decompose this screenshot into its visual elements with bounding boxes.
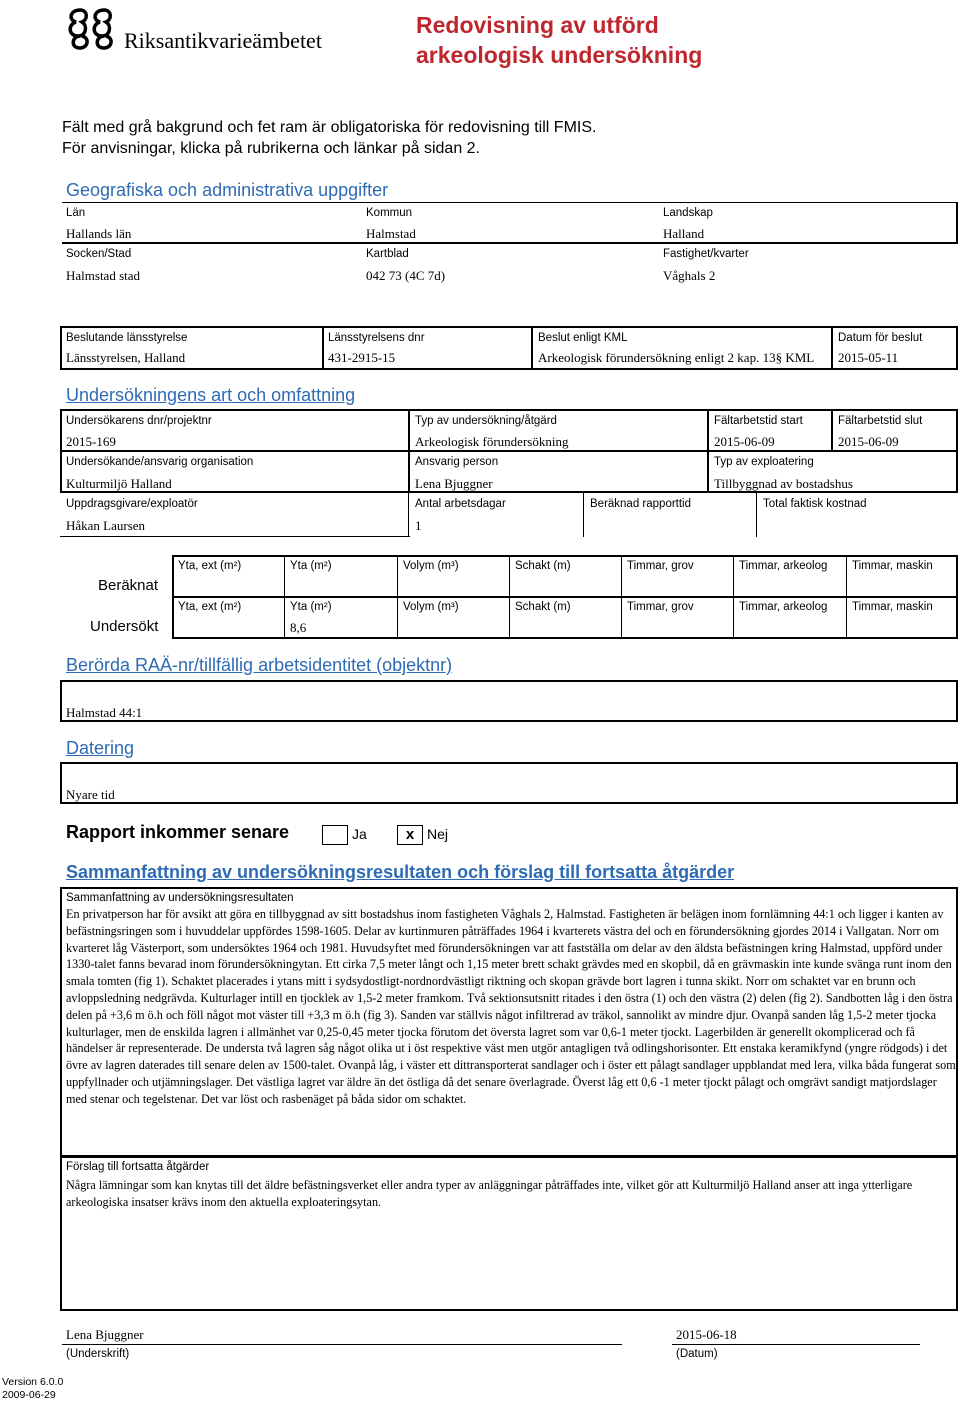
lst-value[interactable]: Länsstyrelsen, Halland [66, 350, 186, 365]
measures-col-divider [397, 555, 398, 639]
projnr-label: Undersökarens dnr/projektnr [66, 415, 212, 427]
geo-heading[interactable]: Geografiska och administrativa uppgifter [66, 180, 389, 200]
measures-col-divider [846, 555, 847, 639]
socken-value[interactable]: Halmstad stad [66, 268, 141, 283]
geo-mid-rule [62, 242, 958, 244]
form-title-line1: Redovisning av utförd [416, 12, 659, 38]
org-label: Undersökande/ansvarig organisation [66, 456, 254, 468]
person-label: Ansvarig person [415, 456, 499, 468]
measures-row1-label: Beräknat [98, 577, 159, 594]
signature-name-label: (Underskrift) [66, 1348, 130, 1360]
fastighet-value[interactable]: Våghals 2 [663, 268, 716, 283]
measures-col-divider [509, 555, 510, 639]
kommun-value[interactable]: Halmstad [366, 226, 416, 241]
measures-col-header: Timmar, grov [627, 601, 694, 613]
nej-checkbox[interactable]: x [397, 825, 423, 845]
end-label: Fältarbetstid slut [838, 415, 923, 427]
ja-checkbox[interactable] [322, 825, 348, 845]
client-label: Uppdragsgivare/exploatör [66, 498, 198, 510]
dating-value[interactable]: Nyare tid [66, 787, 115, 802]
survey-type-label: Typ av undersökning/åtgärd [415, 415, 557, 427]
measures-col-header: Volym (m³) [403, 560, 459, 572]
decision-date-value[interactable]: 2015-05-11 [838, 350, 899, 365]
intro-line1: Fält med grå bakgrund och fet ram är obligatoriska för redovisning till FMIS. [62, 119, 597, 136]
kartblad-value[interactable]: 042 73 (4C 7d) [366, 268, 446, 283]
survey-div4 [408, 493, 409, 537]
dating-box [60, 762, 958, 804]
cost-label: Total faktisk kostnad [763, 498, 867, 510]
measures-col-header: Volym (m³) [403, 601, 459, 613]
person-value[interactable]: Lena Bjuggner [415, 476, 493, 491]
exploit-value[interactable]: Tillbyggnad av bostadshus [714, 476, 853, 491]
signature-date[interactable]: 2015-06-18 [676, 1327, 737, 1342]
raa-logo [66, 6, 118, 52]
client-value[interactable]: Håkan Laursen [66, 518, 146, 533]
objects-value[interactable]: Halmstad 44:1 [66, 705, 143, 720]
proposal-text[interactable]: Några lämningar som kan knytas till det äldre befästningsverket eller andra typer av anläggningar påträffades inte, vilket gör att Kulturmiljö Halland anser att inga ytterligare arkeologiska insatser krävs inom den aktuella exploateringsytan. [66, 1178, 913, 1209]
decision-div1 [322, 326, 324, 370]
dnr-label: Länsstyrelsens dnr [328, 332, 425, 344]
survey-mid-rule [60, 450, 958, 452]
measures-col-header: Yta, ext (m²) [178, 601, 242, 613]
measures-col-header: Schakt (m) [515, 560, 571, 572]
decision-date-label: Datum för beslut [838, 332, 923, 344]
measures-col-header: Yta, ext (m²) [178, 560, 242, 572]
measures-col-header: Timmar, maskin [852, 601, 933, 613]
survey-type-value[interactable]: Arkeologisk förundersökning [415, 434, 569, 449]
decision-box [60, 326, 958, 370]
org-value[interactable]: Kulturmiljö Halland [66, 476, 172, 491]
measures-col-header: Timmar, arkeolog [739, 560, 828, 572]
ja-label: Ja [352, 826, 367, 842]
survey-div6 [756, 493, 757, 537]
geo-right-border [956, 202, 958, 242]
fastighet-label: Fastighet/kvarter [663, 248, 749, 260]
decision-div3 [831, 326, 833, 370]
measures-col-header: Timmar, grov [627, 560, 694, 572]
objects-heading[interactable]: Berörda RAÄ-nr/tillfällig arbetsidentitet (objektnr) [66, 655, 453, 675]
signature-name[interactable]: Lena Bjuggner [66, 1327, 144, 1342]
decision-div2 [531, 326, 533, 370]
projnr-value[interactable]: 2015-169 [66, 434, 116, 449]
nej-label: Nej [427, 826, 449, 842]
survey-div1 [408, 409, 410, 493]
results-text[interactable]: En privatperson har för avsikt att göra en tillbyggnad av sitt bostadshus inom fastigheten Våghals 2, Halmstad. Fastigheten är belägen inom fornlämning 44:1 och ligger i kanten av befästningsringen som i huvuddelar uppfördes 1598-1605. Delar av kurtinmuren påträffades 1964 i kvarterets västra del och en förundersökning gjordes 2014 i Vallgatan. Norr om kvarteret låg Västerport, som undersöktes 1964 och 1981. Huvudsyftet med förundersökningen var att fastställa om delar av den äldsta befästningen kring Halmstad, uppförd under 1330-talet fanns bevarad inom förundersökningytan. Ett cirka 7,5 meter långt och 1,15 meter brett schakt grävdes med en skopbil, då en grävmaskin inte kunde svänga runt inom den smala tomten (fig 1). Schaktet placerades i ytans mitt i sydsydostligt-nordnordvästligt riktning och skopan grävde bort lagren i tunna skikt. Norr om schaktet var en brunn och avloppsledning nedgrävda. Kulturlager intill en tjocklek av 1,5-2 meter framkom. Två sektionsutsnitt ritades i den östra (1) och den västra (2) delen (fig 2). Sandbotten låg i den östra delen på +3,6 m ö.h och föll något mot väster till +3,3 m ö.h (fig 3). Sanden var ställvis något infiltrerad av träkol, sannolikt av mindre djur. Ovanpå sanden låg 1,5-2 meter tjocka kulturlager, men de enskilda lagren i allmänhet var 0,25-0,45 meter tjocka förutom det översta lagret som var 0,6-1 meter tjockt. Lagerbilden är generellt okomplicerad och få händelser är representerade. De understa två lagren såg något olika ut i öst respektive väst men utgör antagligen två odlingshorisonter. Ett enstaka keramikfynd (yngre rödgods) i det övre av lagren daterades till senare delen av 1500-talet. Ovanpå låg, i väster ett dittransporterat sandlager och i öster ett pålagt sandlager uppblandat med lera, vilka båda fungerat som uppfyllnader och utjämningslager. Det västliga lagret var äldre än det östliga då det senare överlagrade. Överst låg ett 0,6 -1 meter tjockt pålagt och omgrävt sandigt matjordslager med stenar och tegelstenar. Det var löst och rasbenäget på båda sidor om schaktet. [66, 907, 956, 1106]
start-value[interactable]: 2015-06-09 [714, 434, 775, 449]
measures-col-divider [284, 555, 285, 639]
measures-col-divider [733, 555, 734, 639]
version-line1: Version 6.0.0 [2, 1376, 64, 1388]
landskap-label: Landskap [663, 207, 713, 219]
results-label: Sammanfattning av undersökningsresultaten [66, 892, 294, 904]
lan-value[interactable]: Hallands län [66, 226, 132, 241]
kml-label: Beslut enligt KML [538, 332, 628, 344]
measures-col-header: Schakt (m) [515, 601, 571, 613]
intro-line2: För anvisningar, klicka på rubrikerna och länkar på sidan 2. [62, 140, 480, 157]
kml-value[interactable]: Arkeologisk förundersökning enligt 2 kap. 13§ KML [538, 350, 815, 365]
form-title-line2: arkeologisk undersökning [416, 42, 703, 68]
measures-col-header: Yta (m²) [290, 560, 332, 572]
measures-col-header: Yta (m²) [290, 601, 332, 613]
landskap-value[interactable]: Halland [663, 226, 705, 241]
end-value[interactable]: 2015-06-09 [838, 434, 899, 449]
days-value[interactable]: 1 [415, 518, 422, 533]
kommun-label: Kommun [366, 207, 413, 219]
report-later-heading: Rapport inkommer senare [66, 822, 290, 842]
survey-div5 [583, 493, 584, 537]
dnr-value[interactable]: 431-2915-15 [328, 350, 396, 365]
socken-label: Socken/Stad [66, 248, 132, 260]
geo-top-rule [62, 202, 958, 203]
version-line2: 2009-06-29 [2, 1389, 56, 1401]
survey-heading[interactable]: Undersökningens art och omfattning [66, 385, 356, 405]
exploit-label: Typ av exploatering [714, 456, 814, 468]
survey-bottom-rule [60, 536, 410, 537]
measures-col-header: Timmar, arkeolog [739, 601, 828, 613]
signature-date-label: (Datum) [676, 1348, 718, 1360]
raa-logo-icon [66, 6, 118, 52]
measures-mid-rule [172, 596, 958, 598]
signature-date-line [672, 1344, 920, 1345]
measures-cell[interactable]: 8,6 [290, 620, 307, 635]
measures-col-header: Timmar, maskin [852, 560, 933, 572]
days-label: Antal arbetsdagar [415, 498, 506, 510]
lst-label: Beslutande länsstyrelse [66, 332, 188, 344]
org-name: Riksantikvarieämbetet [124, 28, 322, 53]
objects-box [60, 680, 958, 722]
dating-heading[interactable]: Datering [66, 738, 135, 758]
reporttime-label: Beräknad rapporttid [590, 498, 692, 510]
signature-line [62, 1344, 622, 1345]
start-label: Fältarbetstid start [714, 415, 803, 427]
summary-heading[interactable]: Sammanfattning av undersökningsresultaten och förslag till fortsatta åtgärder [66, 862, 735, 882]
survey-div3 [831, 409, 833, 451]
kartblad-label: Kartblad [366, 248, 409, 260]
survey-div2 [707, 409, 709, 493]
measures-row2-label: Undersökt [90, 618, 159, 635]
measures-col-divider [621, 555, 622, 639]
lan-label: Län [66, 207, 86, 219]
proposal-label: Förslag till fortsatta åtgärder [66, 1161, 210, 1173]
